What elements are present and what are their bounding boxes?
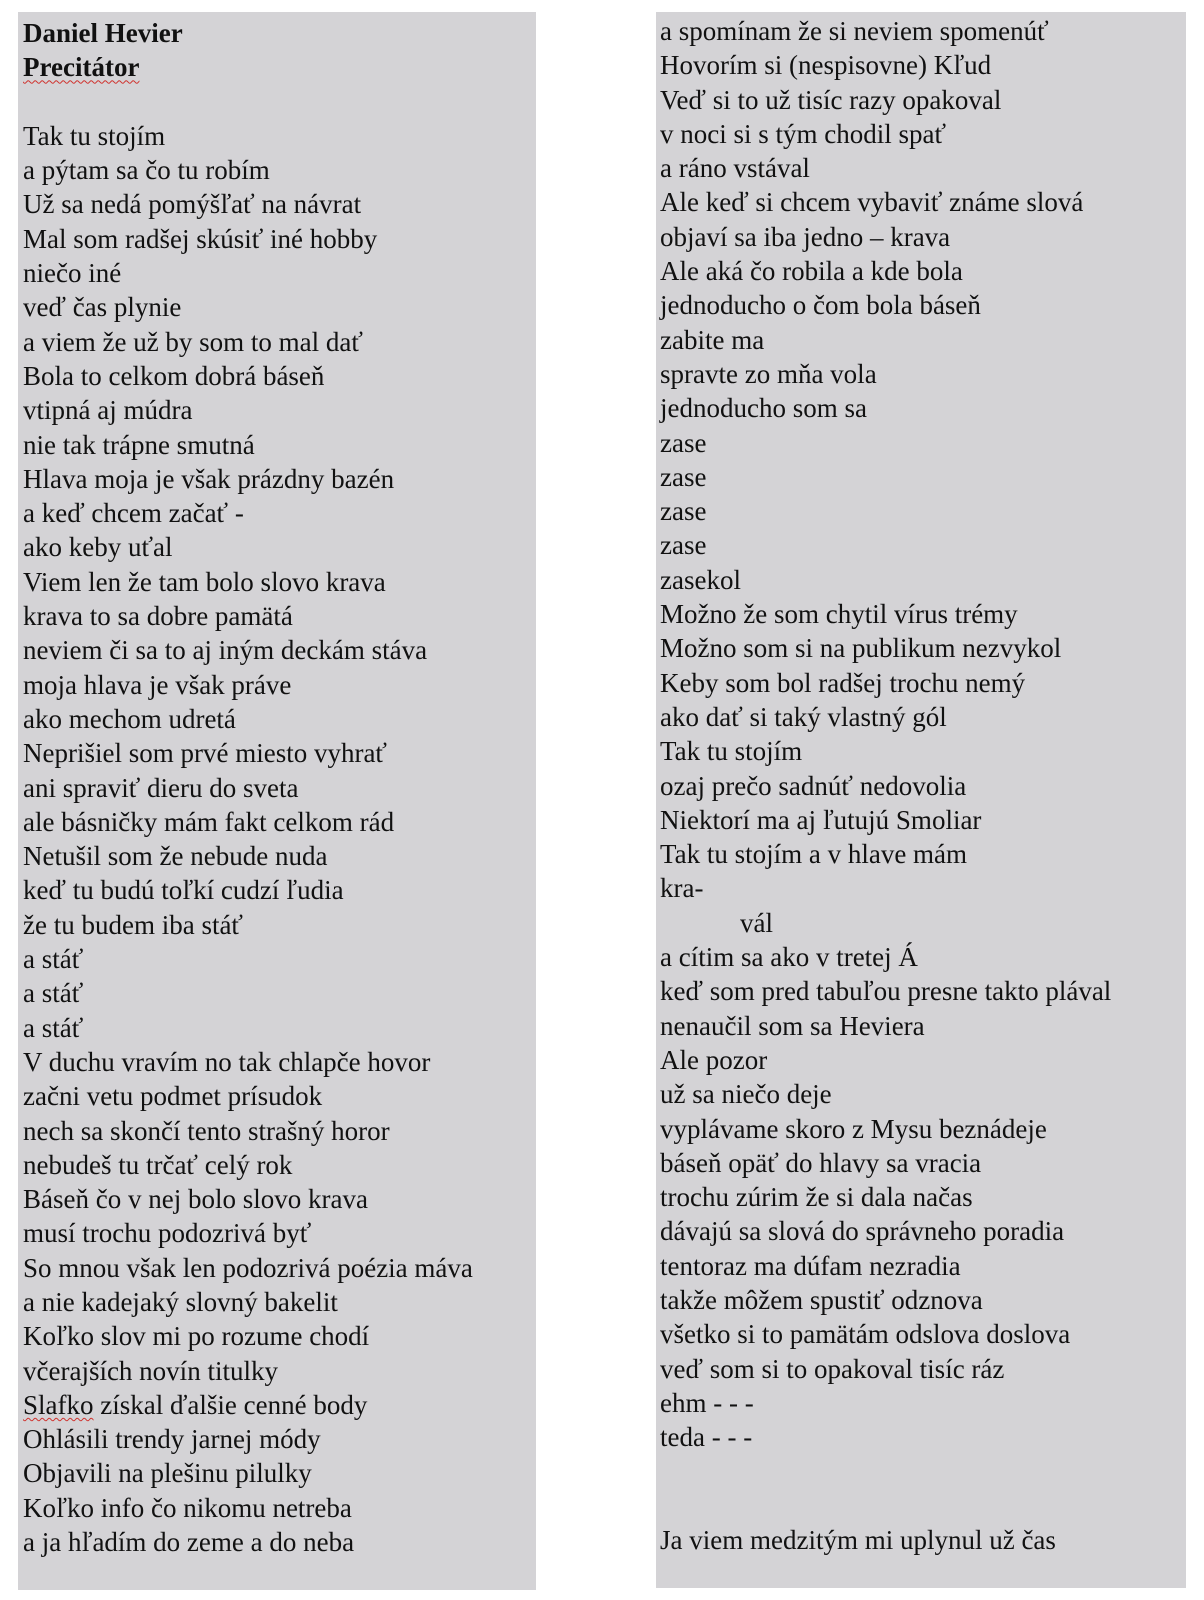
- poem-line: a stáť: [23, 944, 84, 975]
- poem-line: zasekol: [660, 564, 741, 595]
- poem-line: že tu budem iba stáť: [23, 909, 243, 940]
- poem-line: nech sa skončí tento strašný horor: [23, 1115, 390, 1146]
- poem-line: vál: [740, 907, 773, 938]
- poem-line: Mal som radšej skúsiť iné hobby: [23, 223, 378, 254]
- poem-line: Tak tu stojím: [23, 120, 166, 151]
- poem-line: kra-: [660, 873, 704, 904]
- poem-line: V duchu vravím no tak chlapče hovor: [23, 1046, 431, 1077]
- poem-line: zase: [660, 461, 707, 492]
- poem-line: Koľko info čo nikomu netreba: [23, 1492, 352, 1523]
- poem-line: ako keby uťal: [23, 532, 173, 563]
- poem-line: ale básničky mám fakt celkom rád: [23, 806, 395, 837]
- poem-line: Báseň čo v nej bolo slovo krava: [23, 1184, 368, 1215]
- poem-line: a cítim sa ako v tretej Á: [660, 942, 918, 973]
- poem-line: Ja viem medzitým mi uplynul už čas: [660, 1525, 1056, 1556]
- poem-line: neviem či sa to aj iným deckám stáva: [23, 635, 428, 666]
- poem-line: zase: [660, 530, 707, 561]
- poem-line: zase: [660, 427, 707, 458]
- poem-line: krava to sa dobre pamätá: [23, 601, 293, 632]
- poem-line: [660, 1489, 1186, 1523]
- poem-line: vyplávame skoro z Mysu beznádeje: [660, 1113, 1047, 1144]
- poem-line: jednoducho som sa: [660, 393, 867, 424]
- poem-line: musí trochu podozrivá byť: [23, 1218, 312, 1249]
- poem-line: ehm - - -: [660, 1387, 754, 1418]
- poem-line: Tak tu stojím a v hlave mám: [660, 839, 968, 870]
- poem-line: a stáť: [23, 1012, 84, 1043]
- poem-line: Slafko získal ďalšie cenné body: [23, 1389, 368, 1420]
- poem-column-right: [656, 12, 1186, 1588]
- author-name: Daniel Hevier: [23, 18, 183, 48]
- poem-line: ozaj prečo sadnúť nedovolia: [660, 770, 967, 801]
- poem-line: jednoducho o čom bola báseň: [660, 290, 981, 321]
- poem-line: a viem že už by som to mal dať: [23, 326, 363, 357]
- poem-line: zabite ma: [660, 324, 765, 355]
- poem-line: So mnou však len podozrivá poézia máva: [23, 1252, 473, 1283]
- poem-line: vtipná aj múdra: [23, 395, 193, 426]
- poem-line: Veď si to už tisíc razy opakoval: [660, 84, 1002, 115]
- poem-line: keď som pred tabuľou presne takto plával: [660, 976, 1112, 1007]
- poem-line: keď tu budú toľkí cudzí ľudia: [23, 875, 344, 906]
- poem-line: dávajú sa slová do správneho poradia: [660, 1216, 1065, 1247]
- poem-column-left: [18, 12, 536, 1590]
- poem-line: Už sa nedá pomýšľať na návrat: [23, 189, 362, 220]
- poem-line: Viem len že tam bolo slovo krava: [23, 566, 386, 597]
- poem-line: a spomínam že si neviem spomenúť: [660, 16, 1049, 46]
- poem-line: spravte zo mňa vola: [660, 358, 877, 389]
- poem-line: Ale keď si chcem vybaviť známe slová: [660, 187, 1084, 218]
- poem-line: a stáť: [23, 978, 84, 1009]
- poem-line: a keď chcem začať -: [23, 498, 244, 529]
- poem-line: [660, 1454, 1186, 1488]
- poem-line: Ohlásili trendy jarnej módy: [23, 1424, 321, 1455]
- poem-line: Keby som bol radšej trochu nemý: [660, 667, 1026, 698]
- poem-line: objaví sa iba jedno – krava: [660, 221, 951, 252]
- poem-line: moja hlava je však práve: [23, 669, 292, 700]
- poem-line: Koľko slov mi po rozume chodí: [23, 1321, 370, 1352]
- poem-line: a nie kadejaký slovný bakelit: [23, 1286, 338, 1317]
- poem-line: tentoraz ma dúfam nezradia: [660, 1250, 961, 1281]
- poem-line: Možno som si na publikum nezvykol: [660, 633, 1062, 664]
- poem-line: Neprišiel som prvé miesto vyhrať: [23, 738, 387, 769]
- poem-line: nebudeš tu trčať celý rok: [23, 1149, 293, 1180]
- poem-line: už sa niečo deje: [660, 1079, 832, 1110]
- poem-line: včerajších novín titulky: [23, 1355, 278, 1386]
- poem-line: nenaučil som sa Heviera: [660, 1010, 925, 1041]
- poem-line: v noci si s tým chodil spať: [660, 118, 947, 149]
- poem-line: zase: [660, 496, 707, 527]
- poem-line: Ale pozor: [660, 1044, 768, 1075]
- poem-line: takže môžem spustiť odznova: [660, 1284, 983, 1315]
- poem-line: Netušil som že nebude nuda: [23, 841, 328, 872]
- poem-line: Možno že som chytil vírus trémy: [660, 599, 1018, 630]
- poem-line: ako dať si taký vlastný gól: [660, 701, 947, 732]
- blank-line: [23, 85, 536, 119]
- poem-line: začni vetu podmet prísudok: [23, 1081, 323, 1112]
- poem-line: niečo iné: [23, 258, 122, 289]
- poem-line: teda - - -: [660, 1422, 753, 1453]
- poem-line: a ráno vstával: [660, 153, 810, 184]
- poem-title: Precitátor: [23, 52, 140, 83]
- poem-line: Hlava moja je však prázdny bazén: [23, 463, 395, 494]
- poem-line: Bola to celkom dobrá báseň: [23, 360, 325, 391]
- poem-line: ako mechom udretá: [23, 703, 236, 734]
- poem-line: a pýtam sa čo tu robím: [23, 155, 270, 186]
- poem-line: všetko si to pamätám odslova doslova: [660, 1319, 1071, 1350]
- poem-line: veď čas plynie: [23, 292, 182, 323]
- poem-line: veď som si to opakoval tisíc ráz: [660, 1353, 1005, 1384]
- poem-line: trochu zúrim že si dala načas: [660, 1182, 973, 1213]
- poem-line: Tak tu stojím: [660, 736, 803, 767]
- poem-line: báseň opäť do hlavy sa vracia: [660, 1147, 982, 1178]
- poem-line: nie tak trápne smutná: [23, 429, 255, 460]
- poem-line: Niektorí ma aj ľutujú Smoliar: [660, 804, 982, 835]
- poem-line: Hovorím si (nespisovne) Kľud: [660, 50, 992, 81]
- poem-line: ani spraviť dieru do sveta: [23, 772, 299, 803]
- poem-line: Ale aká čo robila a kde bola: [660, 256, 963, 287]
- misspelled-word: Slafko: [23, 1389, 94, 1420]
- poem-line: a ja hľadím do zeme a do neba: [23, 1527, 355, 1558]
- poem-lines-right: [660, 14, 1186, 1557]
- poem-line: Objavili na plešinu pilulky: [23, 1458, 312, 1489]
- poem-lines-left: [23, 119, 536, 1559]
